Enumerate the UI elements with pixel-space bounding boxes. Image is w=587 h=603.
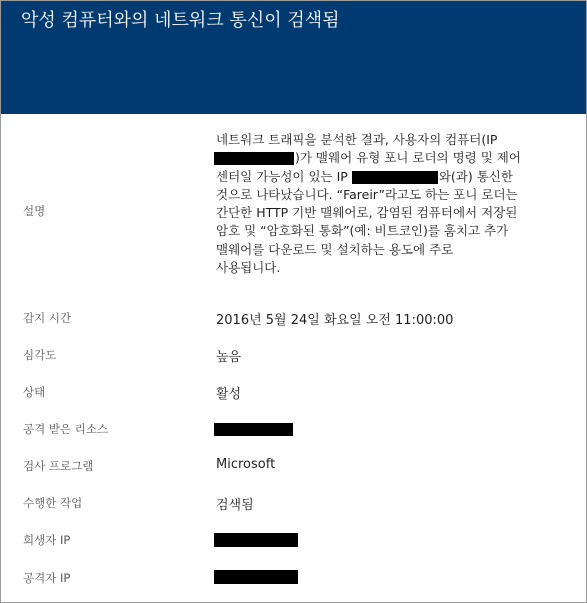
action-taken-label: 수행한 작업 [23,496,83,510]
description-line: 네트워크 트래픽을 분석한 결과, 사용자의 컴퓨터(IP [216,132,498,147]
description-line: )가 맬웨어 유형 포니 로더의 명령 및 제어 [216,149,571,167]
redacted-ip [214,152,294,165]
description-line: 센터일 가능성이 있는 IP 와(과) 통신한 [216,168,513,184]
attacker-ip-redacted [214,570,298,584]
description-line: 것으로 나타났습니다. “Fareir”라고도 하는 포니 로더는 [216,186,518,202]
description-label: 설명 [23,204,46,218]
attacked-resource-label: 공격 받은 리소스 [23,422,109,436]
attacked-resource-redacted [214,423,293,436]
alert-title: 악성 컴퓨터와의 네트워크 통신이 검색됨 [21,10,340,31]
description-line: 간단한 HTTP 기반 맬웨어로, 감염된 컴퓨터에서 저장된 [216,205,518,221]
description-text [216,131,571,277]
victim-ip-label: 희생자 IP [23,533,71,547]
detection-time-label: 감지 시간 [23,311,72,325]
description-line: 맬웨어를 다운로드 및 설치하는 용도에 주로 [216,241,454,257]
detection-time-value: 2016년 5월 24일 화요일 오전 11:00:00 [216,313,454,328]
redacted-ip [352,171,438,184]
alert-header [1,1,586,114]
severity-value: 높음 [216,350,242,365]
description-line: 암호 및 “암호화된 통화”(예: 비트코인)를 훔치고 추가 [216,223,509,239]
description-line: 사용됩니다. [216,260,281,276]
victim-ip-redacted [214,533,298,547]
severity-label: 심각도 [23,348,57,362]
detected-by-value: Microsoft [216,457,276,472]
detected-by-label: 검사 프로그램 [23,459,94,473]
state-label: 상태 [23,385,46,399]
state-value: 활성 [216,387,242,402]
attacker-ip-label: 공격자 IP [23,571,71,585]
action-taken-value: 검색됨 [216,498,254,513]
